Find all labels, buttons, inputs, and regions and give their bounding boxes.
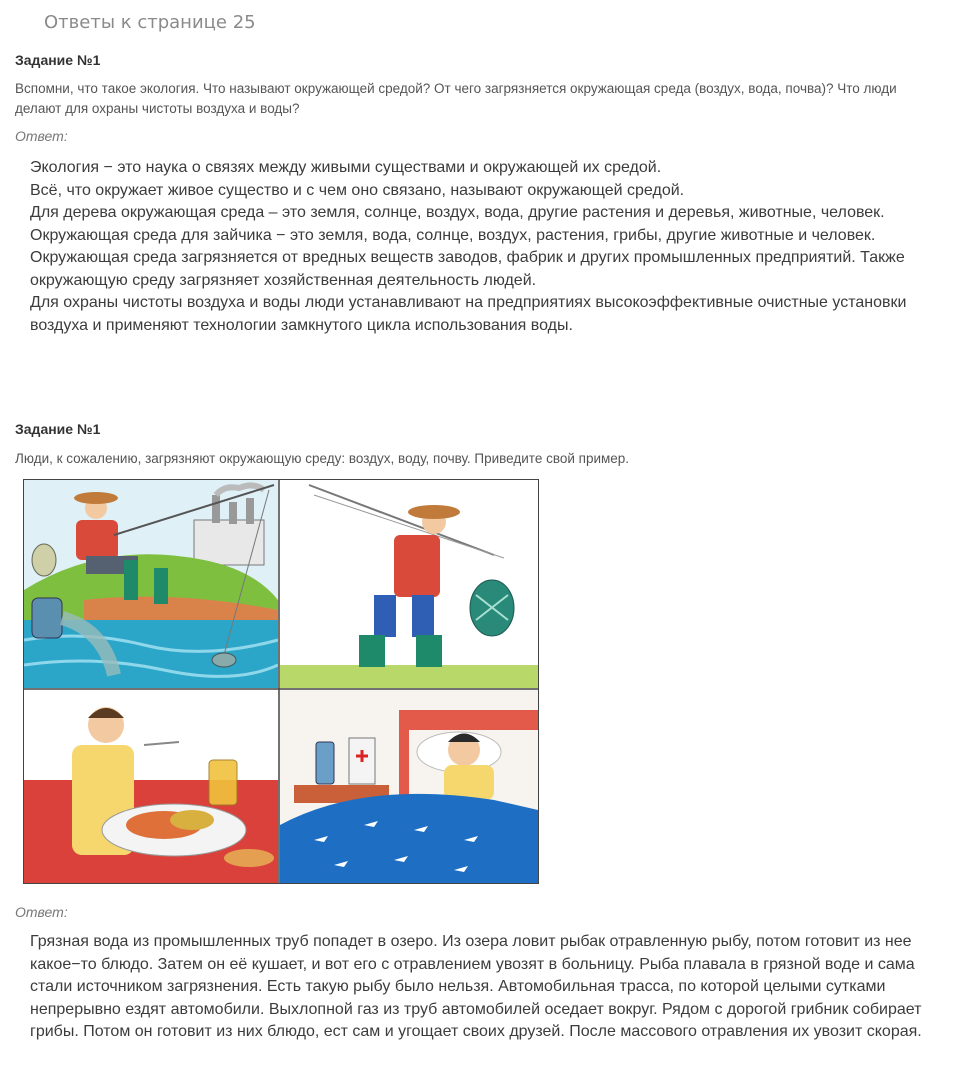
page-title: Ответы к странице 25 [44,12,256,33]
answer-paragraph: Грязная вода из промышленных труб попадет в озеро. Из озера ловит рыбак отравленную рыбу, потом готовит из нее какое−то блюдо. Затем он её кушает, и вот его с отравлением увозят в больницу. Рыба плавала в грязной воде и сама стали источником загрязнения. Есть такую рыбу было нельзя. Автомобильная трасса, по которой целыми сутками непрерывно ездят автомобили. Выхлопной газ из труб автомобилей оседает вокруг. Рядом с дорогой грибник собирает грибы. Потом он готовит из них блюдо, ест сам и угощает своих друзей. После массового отравления их увозит скорая. [30,933,922,1040]
answer-paragraph: Экология − это наука о связях между живыми существами и окружающей их средой. [30,159,662,176]
task-2-answer-label: Ответ: [15,904,68,920]
task-1-question: Вспомни, что такое экология. Что называют окружающей средой? От чего загрязняется окружающая среда (воздух, вода, почва)? Что люди делают для охраны чистоты воздуха и воды? [15,81,897,116]
pollution-illustration [23,479,539,884]
answer-paragraph: Для охраны чистоты воздуха и воды люди устанавливают на предприятиях высокоэффективные очистные установки воздуха и применяют технологии замкнутого цикла использования воды. [30,294,907,334]
task-2-answer [30,931,945,1044]
task-1-answer [30,157,945,337]
panel-fisherman-walking [280,480,538,688]
task-2-title: Задание №1 [15,421,101,437]
panel-man-eating [24,690,278,883]
answer-paragraph: Для дерева окружающая среда – это земля, солнце, воздух, вода, другие растения и деревья, животные, человек. [30,204,885,221]
panel-sick-man-bed [280,690,538,883]
task-1-title: Задание №1 [15,52,101,68]
answer-paragraph: Окружающая среда загрязняется от вредных веществ заводов, фабрик и других промышленных предприятий. Также окружающую среду загрязняет хозяйственная деятельность людей. [30,249,905,289]
task-2-question: Люди, к сожалению, загрязняют окружающую среду: воздух, воду, почву. Приведите свой пример. [15,451,630,466]
answer-paragraph: Окружающая среда для зайчика − это земля, вода, солнце, воздух, растения, грибы, другие животные и человек. [30,226,876,244]
panel-fisherman-lake [24,480,278,688]
task-1-answer-label: Ответ: [15,128,68,144]
answer-paragraph: Всё, что окружает живое существо и с чем оно связано, называют окружающей средой. [30,181,685,199]
